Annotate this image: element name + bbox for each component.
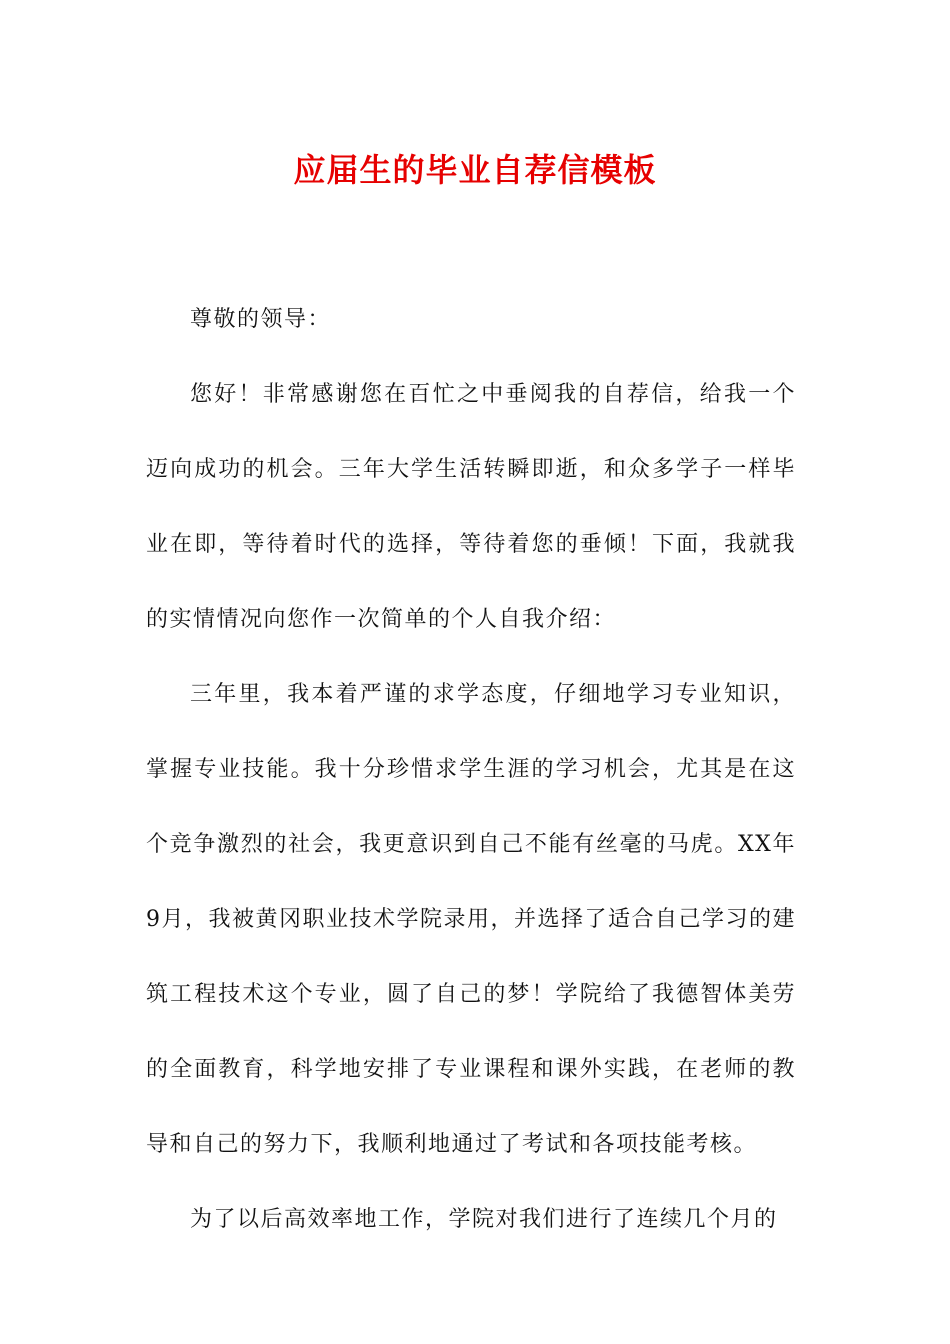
training-paragraph: 为了以后高效率地工作，学院对我们进行了连续几个月的 (190, 1207, 778, 1232)
document-title: 应届生的毕业自荐信模板 (293, 151, 657, 189)
document-body (146, 282, 796, 1257)
greeting-paragraph: 您好！非常感谢您在百忙之中垂阅我的自荐信，给我一个迈向成功的机会。三年大学生活转瞬即逝，和众多学子一样毕业在即，等待着时代的选择，等待着您的垂倾！下面，我就我的实情情况向您作一次简单的个人自我介绍： (146, 382, 796, 632)
study-paragraph: 三年里，我本着严谨的求学态度，仔细地学习专业知识，掌握专业技能。我十分珍惜求学生涯的学习机会，尤其是在这个竞争激烈的社会，我更意识到自己不能有丝毫的马虎。XX年9月，我被黄冈职业技术学院录用，并选择了适合自己学习的建筑工程技术这个专业，圆了自己的梦！学院给了我德智体美劳的全面教育，科学地安排了专业课程和课外实践，在老师的教导和自己的努力下，我顺利地通过了考试和各项技能考核。 (146, 682, 796, 1157)
salutation-paragraph: 尊敬的领导： (190, 307, 332, 332)
